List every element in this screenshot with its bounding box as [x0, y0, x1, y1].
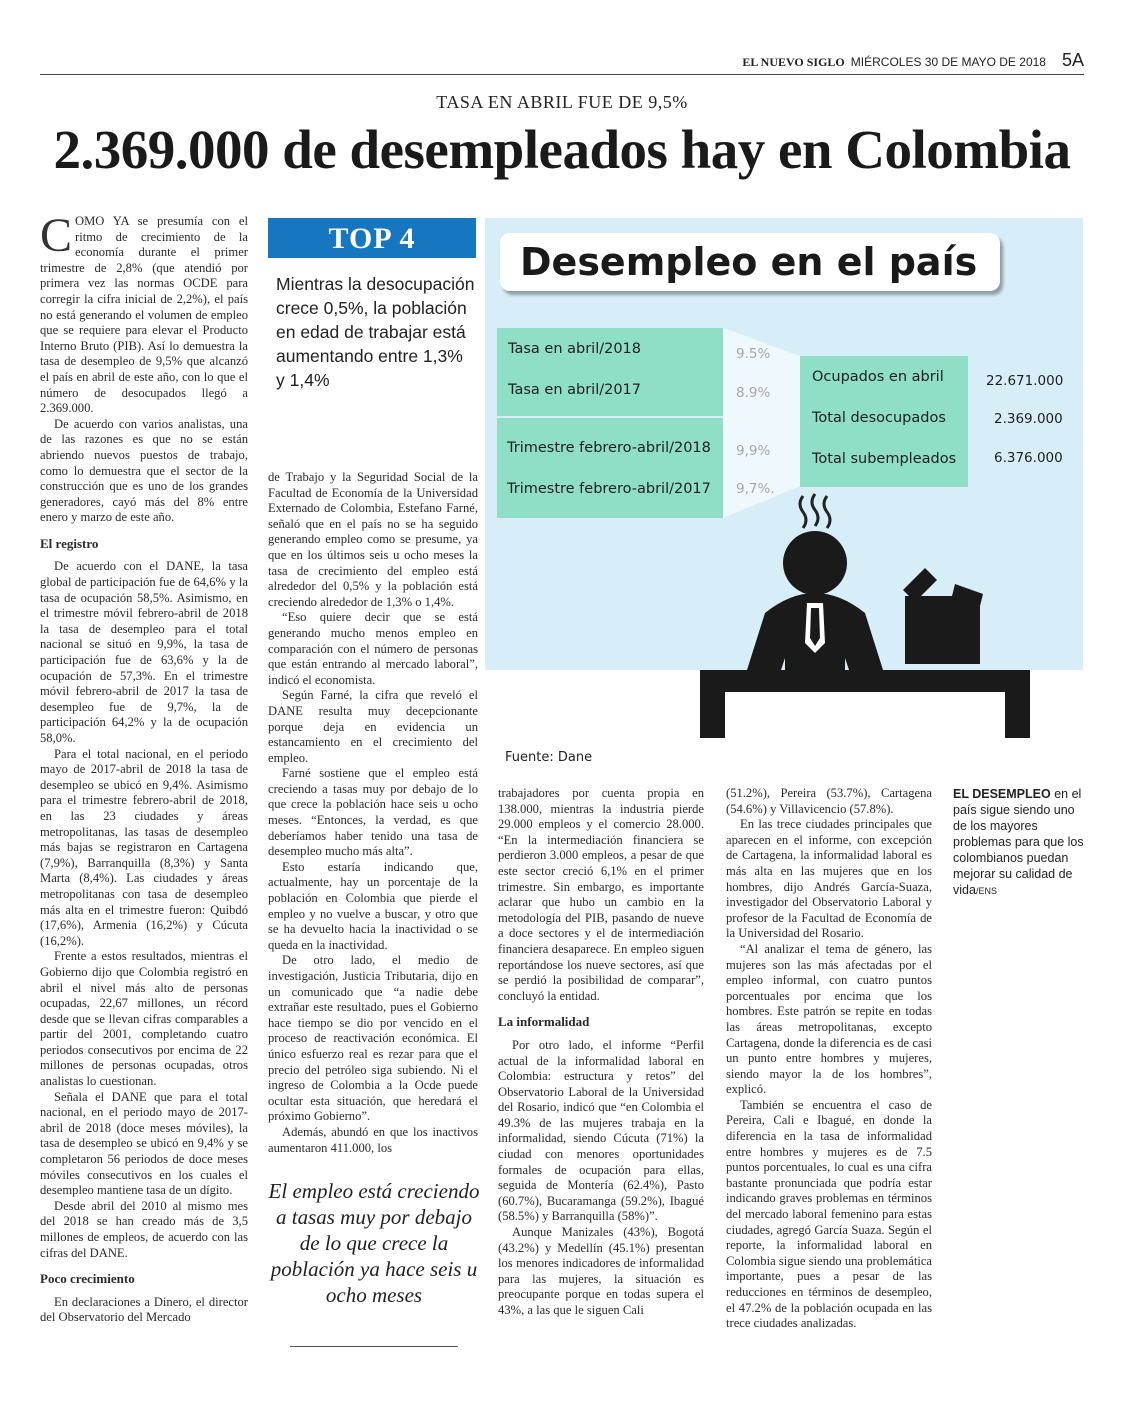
article-column-1	[40, 209, 248, 1326]
subheading-informalidad: La informalidad	[498, 1014, 590, 1030]
pull-quote: El empleo está creciendo a tasas muy por debajo de lo que crece la población ya hace seis u ocho meses	[268, 1179, 480, 1307]
paragraph: “Eso quiere decir que se está generando mucho menos empleo en comparación con el número de personas que están entrando al mercado laboral”, indicó el economista.	[268, 610, 478, 687]
rate-label: Tasa en abril/2017	[508, 382, 642, 398]
subheading-poco-crecimiento: Poco crecimiento	[40, 1271, 135, 1287]
steam-icon	[800, 494, 830, 528]
drop-cap: C	[40, 209, 73, 262]
article-column-3	[498, 786, 704, 1319]
infographic-title: Desempleo en el país	[500, 233, 1000, 291]
page-header	[742, 50, 1084, 71]
paragraph: Según Farné, la cifra que reveló el DANE resulta muy decepcionante porque deja en evidencia un estancamiento en el crecimiento del empleo.	[268, 688, 478, 765]
total-value: 22.671.000	[986, 373, 1064, 389]
paragraph: De otro lado, el medio de investigación, Justicia Tributaria, dijo en un comunicado que “a nadie debe extrañar este resultado, pues el Gobierno hace tiempo se dio por vencido en el proceso de reactivación económica. El único esfuerzo real es rezar para que el precio del petróleo siga subiendo. Ni el ingreso de Colombia a la Ocde puede ocultar esta situación, que heredará el próximo Gobierno”.	[268, 953, 478, 1124]
paragraph: Por otro lado, el informe “Perfil actual de la informalidad laboral en Colombia: estructura y retos” del Observatorio Laboral de la Universidad del Rosario, indicó que “en Colombia el 49.3% de las mujeres trabaja en la informalidad, siendo Cúcuta (71%) la ciudad con menores oportunidades formales de ocupación para ellas, seguida de Montería (62.4%), Pasto (60.7%), Bucaramanga (59.2%), Ibagué (58.5%) y Barranquilla (58%)”.	[498, 1037, 704, 1224]
paragraph: Para el total nacional, en el periodo mayo de 2017-abril de 2018 la tasa de desempleo se ubicó en 9,4%. Asimismo para el trimestre febrero-abril de 2018, en las 23 ciudades y áreas metropolitanas, las tasas de desempleo más bajas se registraron en Cartagena (7,9%), Barranquilla (8,3%) y Santa Marta (8,4%). Las ciudades y áreas metropolitanas con tasa de desempleo más alta en el trimestre fueron: Quibdó (17,6%), Armenia (16,2%) y Cúcuta (16,2%).	[40, 746, 248, 948]
paragraph: Frente a estos resultados, mientras el Gobierno dijo que Colombia registró en abril el nivel más alto de personas ocupadas, 22,67 millones, un récord desde que se llevan cifras comparables a partir del 2001, completando cuatro periodos consecutivos por encima de 22 millones de personas ocupadas, otros analistas lo cuestionan.	[40, 949, 248, 1089]
headline: 2.369.000 de desempleados hay en Colombia	[53, 119, 1071, 180]
quarter-label: Trimestre febrero-abril/2017	[507, 481, 711, 497]
paragraph: En declaraciones a Dinero, el director del Observatorio del Mercado	[40, 1294, 248, 1325]
paragraph: Desde abril del 2010 al mismo mes del 2018 se han creado más de 3,5 millones de empleos, de acuerdo con las cifras del DANE.	[40, 1198, 248, 1260]
paragraph: De acuerdo con varios analistas, una de las razones es que no se están abriendo nuevos puestos de trabajo, como lo demuestra que el sector de la construcción que es uno de los grandes generadores, cayó más del 8% entre enero y marzo de este año.	[40, 416, 248, 525]
photo-caption	[953, 786, 1091, 899]
total-value: 6.376.000	[994, 450, 1063, 466]
pull-quote-rule	[290, 1346, 458, 1347]
total-label: Total subempleados	[812, 451, 957, 467]
paragraph: de Trabajo y la Seguridad Social de la Facultad de Economía de la Universidad Externado de Colombia, Estefano Farné, señaló que en el país no se ha seguido generando empleo como se presume, ya que en los últimos seis u ocho meses la tasa de crecimiento del empleo está alrededor del 0,5% y la población está creciendo alrededor de 1,3% o 1,4%.	[268, 470, 478, 609]
paragraph: En las trece ciudades principales que aparecen en el informe, con excepción de Cartagena, la informalidad laboral es más alta en las mujeres que en los hombres, dijo Andrés García-Suaza, investigador del Observatorio Laboral y profesor de la Facultad de Economía de la Universidad del Rosario.	[726, 817, 932, 941]
article-column-4	[726, 786, 932, 1332]
box-icon	[903, 568, 983, 664]
kicker: TASA EN ABRIL FUE DE 9,5%	[436, 92, 688, 112]
paragraph: De acuerdo con el DANE, la tasa global de participación fue de 64,6% y la tasa de ocupación 58,5%. Asimismo, en el trimestre móvil febrero-abril de 2018 la tasa de desempleo para el total nacional se situó en 9,9%, la tasa de participación fue de 63,6% y la de ocupación de 57,3%. En el trimestre móvil febrero-abril de 2017 la tasa de desempleo fue de 9,7%, la de participación 64,2% y la de ocupación 58,0%.	[40, 559, 248, 745]
caption-lead: EL DESEMPLEO	[953, 787, 1051, 801]
connector-shape	[723, 328, 800, 518]
header-rule	[40, 74, 1084, 75]
top4-text: Mientras la desocupación crece 0,5%, la población en edad de trabajar está aumentando entre 1,3% y 1,4%	[276, 274, 475, 390]
paragraph: También se encuentra el caso de Pereira, Cali e Ibagué, en donde la diferencia en la tasa de informalidad entre hombres y mujeres es de 7.5 puntos porcentuales, lo cual es una cifra bastante pronunciada que podría estar indicando graves problemas en términos del mercado laboral femenino para estas ciudades, agregó García Suaza. Según el reporte, la informalidad laboral en Colombia sigue siendo una problemática importante, pues a pesar de las reducciones en términos de desempleo, el 47.2% de la población ocupada en las trece ciudades analizadas.	[726, 1097, 932, 1331]
total-label: Ocupados en abril	[812, 369, 944, 385]
total-value: 2.369.000	[994, 411, 1063, 427]
paragraph: trabajadores por cuenta propia en 138.000, mientras la industria pierde 29.000 empleos y el comercio 28.000. “En la intermediación financiera se perdieron 3.000 empleos, a pesar de que este sector creció 6,1% en el primer trimestre. Sin embargo, es importante aclarar que hubo un cambio en la metodología del PIB, pasando de nueve a doce sectores y el de intermediación financiera desaparece. En empleo siguen reportándose los nueve sectores, así que se perdió la posibilidad de comparar”, concluyó la entidad.	[498, 786, 704, 1003]
caption-credit: /ENS	[975, 886, 997, 896]
paragraph: “Al analizar el tema de género, las mujeres son las más afectadas por el empleo informal, con cuatro puntos porcentuales por encima que los hombres. Este patrón se repite en todas las áreas metropolitanas, excepto Cartagena, donde la diferencia es de casi un punto entre hombres y mujeres, siendo mayor la de los hombres”, explicó.	[726, 941, 932, 1097]
quarter-label: Trimestre febrero-abril/2018	[507, 440, 711, 456]
top4-banner: TOP 4	[268, 218, 476, 258]
paragraph: Señala el DANE que para el total nacional, en el periodo mayo de 2017-abril de 2018 (doce meses móviles), la tasa de desempleo se ubicó en 9,4% y se completaron 56 periodos de doce meses móviles consecutivos en los cuales el desempleo mantiene tasa de un dígito.	[40, 1089, 248, 1198]
infographic-source: Fuente: Dane	[505, 750, 593, 765]
subheading-registro: El registro	[40, 535, 99, 551]
infographic-illustration	[485, 218, 1083, 738]
paragraph: (51.2%), Pereira (53.7%), Cartagena (54.6%) y Villavicencio (57.8%).	[726, 786, 932, 816]
publication-name: EL NUEVO SIGLO	[742, 55, 845, 69]
rate-label: Tasa en abril/2018	[508, 341, 642, 357]
paragraph: Farné sostiene que el empleo está creciendo a tasas muy por debajo de lo que crece la población hace seis u ocho meses. “Entonces, la verdad, es que deberíamos haber tenido una tasa de desempleo mucho más alta”.	[268, 766, 478, 859]
issue-date: MIÉRCOLES 30 DE MAYO DE 2018	[850, 55, 1046, 69]
paragraph: Esto estaría indicando que, actualmente, hay un porcentaje de la población en Colombia que pierde el empleo y no vuelve a buscar, y otro que se ha devuelto hacia la inactividad o se queda en la inactividad.	[268, 859, 478, 952]
paragraph: OMO YA se presumía con el ritmo de crecimiento de la economía durante el primer trimestre de 2,8% (que atendió por primera vez las normas OCDE para corregir la cifra inicial de 2,2%), el país no está generando el volumen de empleo que se requiere para elevar el Producto Interno Bruto (PIB). Así lo demuestra la tasa de desempleo de 9,5% que alcanzó el país en abril de este año, con lo que el número de desocupados llegó a 2.369.000.	[40, 214, 248, 416]
page-number: 5A	[1061, 50, 1084, 70]
caption-text: en el país sigue siendo uno de los mayores problemas para que los colombianos puedan mejorar su calidad de vida	[953, 787, 1084, 897]
paragraph: Aunque Manizales (43%), Bogotá (43.2%) y Medellín (45.1%) presentan los menores indicadores de informalidad para las mujeres, la situación es preocupante porque en todas supera el 43%, a las que le siguen Cali	[498, 1225, 704, 1317]
article-column-2	[268, 470, 478, 1156]
total-label: Total desocupados	[812, 410, 946, 426]
paragraph: Además, abundó en que los inactivos aumentaron 411.000, los	[268, 1124, 478, 1155]
